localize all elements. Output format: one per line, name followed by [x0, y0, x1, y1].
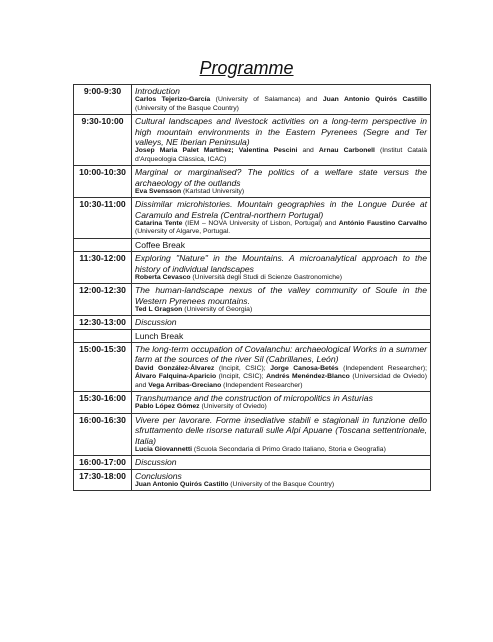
speaker-name: Juan Antonio Quirós Castillo — [135, 480, 229, 488]
speaker-name: Arnau Carbonell — [318, 147, 375, 155]
talk-title: The human-landscape nexus of the valley community of Soule in the Western Pyrenees mountains. — [135, 285, 427, 306]
session-row — [74, 392, 431, 414]
speaker-name: Lucia Giovannetti — [135, 445, 193, 453]
talk-title: Marginal or marginalised? The politics of a welfare state versus the archaeology of the outlands — [135, 167, 427, 188]
speaker-affiliation: (Karlstad University) — [181, 187, 245, 195]
speaker-name: David González-Álvarez — [135, 364, 215, 372]
speakers — [135, 188, 427, 196]
speaker-name: Catarina Tente — [135, 219, 183, 227]
speakers — [135, 220, 427, 237]
speaker-affiliation: (Incipit, CSIC); — [214, 364, 271, 372]
session-cell — [132, 115, 431, 166]
speaker-affiliation: (Università degli Studi di Scienze Gastronomiche) — [190, 273, 343, 281]
session-row — [74, 85, 431, 115]
talk-title: Introduction — [135, 86, 180, 96]
time-cell: 12:30-13:00 — [74, 316, 132, 329]
talk-title: The long-term occupation of Covalanchu: archaeological Works in a summer farm at the sources of the river Sil (Cabrillanes, León) — [135, 344, 427, 365]
speaker-name: Vega Arribas-Greciano — [148, 381, 222, 389]
time-cell: 16:00-17:00 — [74, 456, 132, 469]
session-row — [74, 343, 431, 392]
speaker-affiliation: (University of Georgia) — [182, 305, 253, 313]
session-row — [74, 469, 431, 491]
session-cell — [132, 284, 431, 316]
time-cell: 15:00-15:30 — [74, 343, 132, 392]
break-row — [74, 238, 431, 251]
talk-title: Discussion — [135, 317, 177, 328]
speakers — [135, 306, 427, 314]
session-row — [74, 316, 431, 329]
session-row — [74, 456, 431, 469]
talk-title: Cultural landscapes and livestock activities on a long-term perspective in high mountain environments in the Eastern Pyrenees (Segre and Ter valleys, NE Iberian Peninsula) — [135, 116, 427, 147]
speaker-name: Álvaro Falquina-Aparicio — [135, 373, 217, 381]
talk-title: Conclusions — [135, 470, 182, 481]
time-cell: 11:30-12:00 — [74, 252, 132, 284]
speakers — [135, 147, 427, 164]
speaker-affiliation: and — [297, 147, 319, 155]
speaker-affiliation: (Independent Researcher) — [221, 381, 303, 389]
speakers — [135, 365, 427, 390]
speaker-affiliation: (University of the Basque Country) — [135, 104, 239, 112]
talk-title: Exploring "Nature" in the Mountains. A microanalytical approach to the history of individual landscapes — [135, 253, 427, 274]
speakers — [135, 403, 427, 411]
speaker-name: Eva Svensson — [135, 187, 182, 195]
speakers — [135, 446, 427, 454]
session-cell — [132, 85, 431, 115]
session-cell — [132, 166, 431, 198]
session-cell — [132, 198, 431, 239]
speaker-affiliation: (University of Salamanca) and — [210, 96, 323, 104]
speaker-name: Carlos Tejerizo-García — [135, 96, 211, 104]
session-row — [74, 115, 431, 166]
speaker-affiliation: (Incipit, CSIC); — [216, 373, 267, 381]
time-cell: 17:30-18:00 — [74, 469, 132, 491]
session-row — [74, 284, 431, 316]
session-row — [74, 252, 431, 284]
speaker-name: Pablo López Gómez — [135, 403, 200, 411]
speaker-name: Juan Antonio Quirós Castillo — [322, 96, 427, 104]
time-cell: 10:30-11:00 — [74, 198, 132, 239]
speaker-name: Andrés Menéndez-Blanco — [266, 373, 350, 381]
speaker-name: Josep Maria Palet Martínez; Valentina Pescini — [135, 147, 298, 155]
time-cell: 9:30-10:00 — [74, 115, 132, 166]
programme-table — [73, 84, 431, 491]
speaker-affiliation: (IEM – NOVA University of Lisbon, Portugal) and — [182, 219, 339, 227]
speaker-affiliation: (University of Algarve, Portugal. — [135, 228, 231, 236]
speaker-affiliation: (Scuola Secondaria di Primo Grado Italiano, Storia e Geografia) — [192, 445, 386, 453]
time-cell: 12:00-12:30 — [74, 284, 132, 316]
session-row — [74, 166, 431, 198]
time-cell: 10:00-10:30 — [74, 166, 132, 198]
page-title: Programme — [199, 58, 294, 78]
speaker-affiliation: (University of Oviedo) — [199, 403, 267, 411]
speaker-name: Roberta Cevasco — [135, 273, 191, 281]
time-cell: 16:00-16:30 — [74, 413, 132, 455]
session-cell — [132, 252, 431, 284]
talk-title: Discussion — [135, 457, 177, 468]
talk-title: Dissimilar microhistories. Mountain geographies in the Longue Durée at Caramulo and Estrela (Central-northern Portugal) — [135, 199, 427, 220]
break-label: Coffee Break — [132, 238, 431, 251]
session-row — [74, 198, 431, 239]
speaker-affiliation: (Independent Researcher); — [338, 364, 427, 372]
session-cell — [132, 316, 431, 329]
speaker-name: Jorge Canosa-Betés — [270, 364, 339, 372]
time-cell: 15:30-16:00 — [74, 392, 132, 414]
session-cell — [132, 469, 431, 491]
speakers — [135, 274, 427, 282]
session-cell — [132, 413, 431, 455]
session-cell — [132, 456, 431, 469]
speaker-name: António Faustino Carvalho — [338, 219, 427, 227]
speakers — [135, 481, 427, 489]
session-row — [74, 413, 431, 455]
speakers — [135, 96, 427, 113]
time-cell — [74, 238, 132, 251]
break-row — [74, 329, 431, 342]
session-cell — [132, 343, 431, 392]
break-label: Lunch Break — [132, 329, 431, 342]
speaker-name: Ted L Gragson — [135, 305, 183, 313]
speaker-affiliation: (Universidad de Oviedo) and — [135, 373, 427, 389]
speaker-affiliation: (University of the Basque Country) — [228, 480, 335, 488]
speaker-affiliation: (Institut Català d'Arqueologia Clàssica, ICAC) — [135, 147, 427, 163]
talk-title: Vivere per lavorare. Forme insediative stabili e stagionali in funzione dello sfruttamento delle risorse naturali sulle Alpi Apuane (Toscana settentrionale, Italia) — [135, 414, 427, 446]
time-cell — [74, 329, 132, 342]
talk-title: Transhumance and the construction of micropolitics in Asturias — [135, 393, 373, 404]
time-cell: 9:00-9:30 — [74, 85, 132, 115]
session-cell — [132, 392, 431, 414]
